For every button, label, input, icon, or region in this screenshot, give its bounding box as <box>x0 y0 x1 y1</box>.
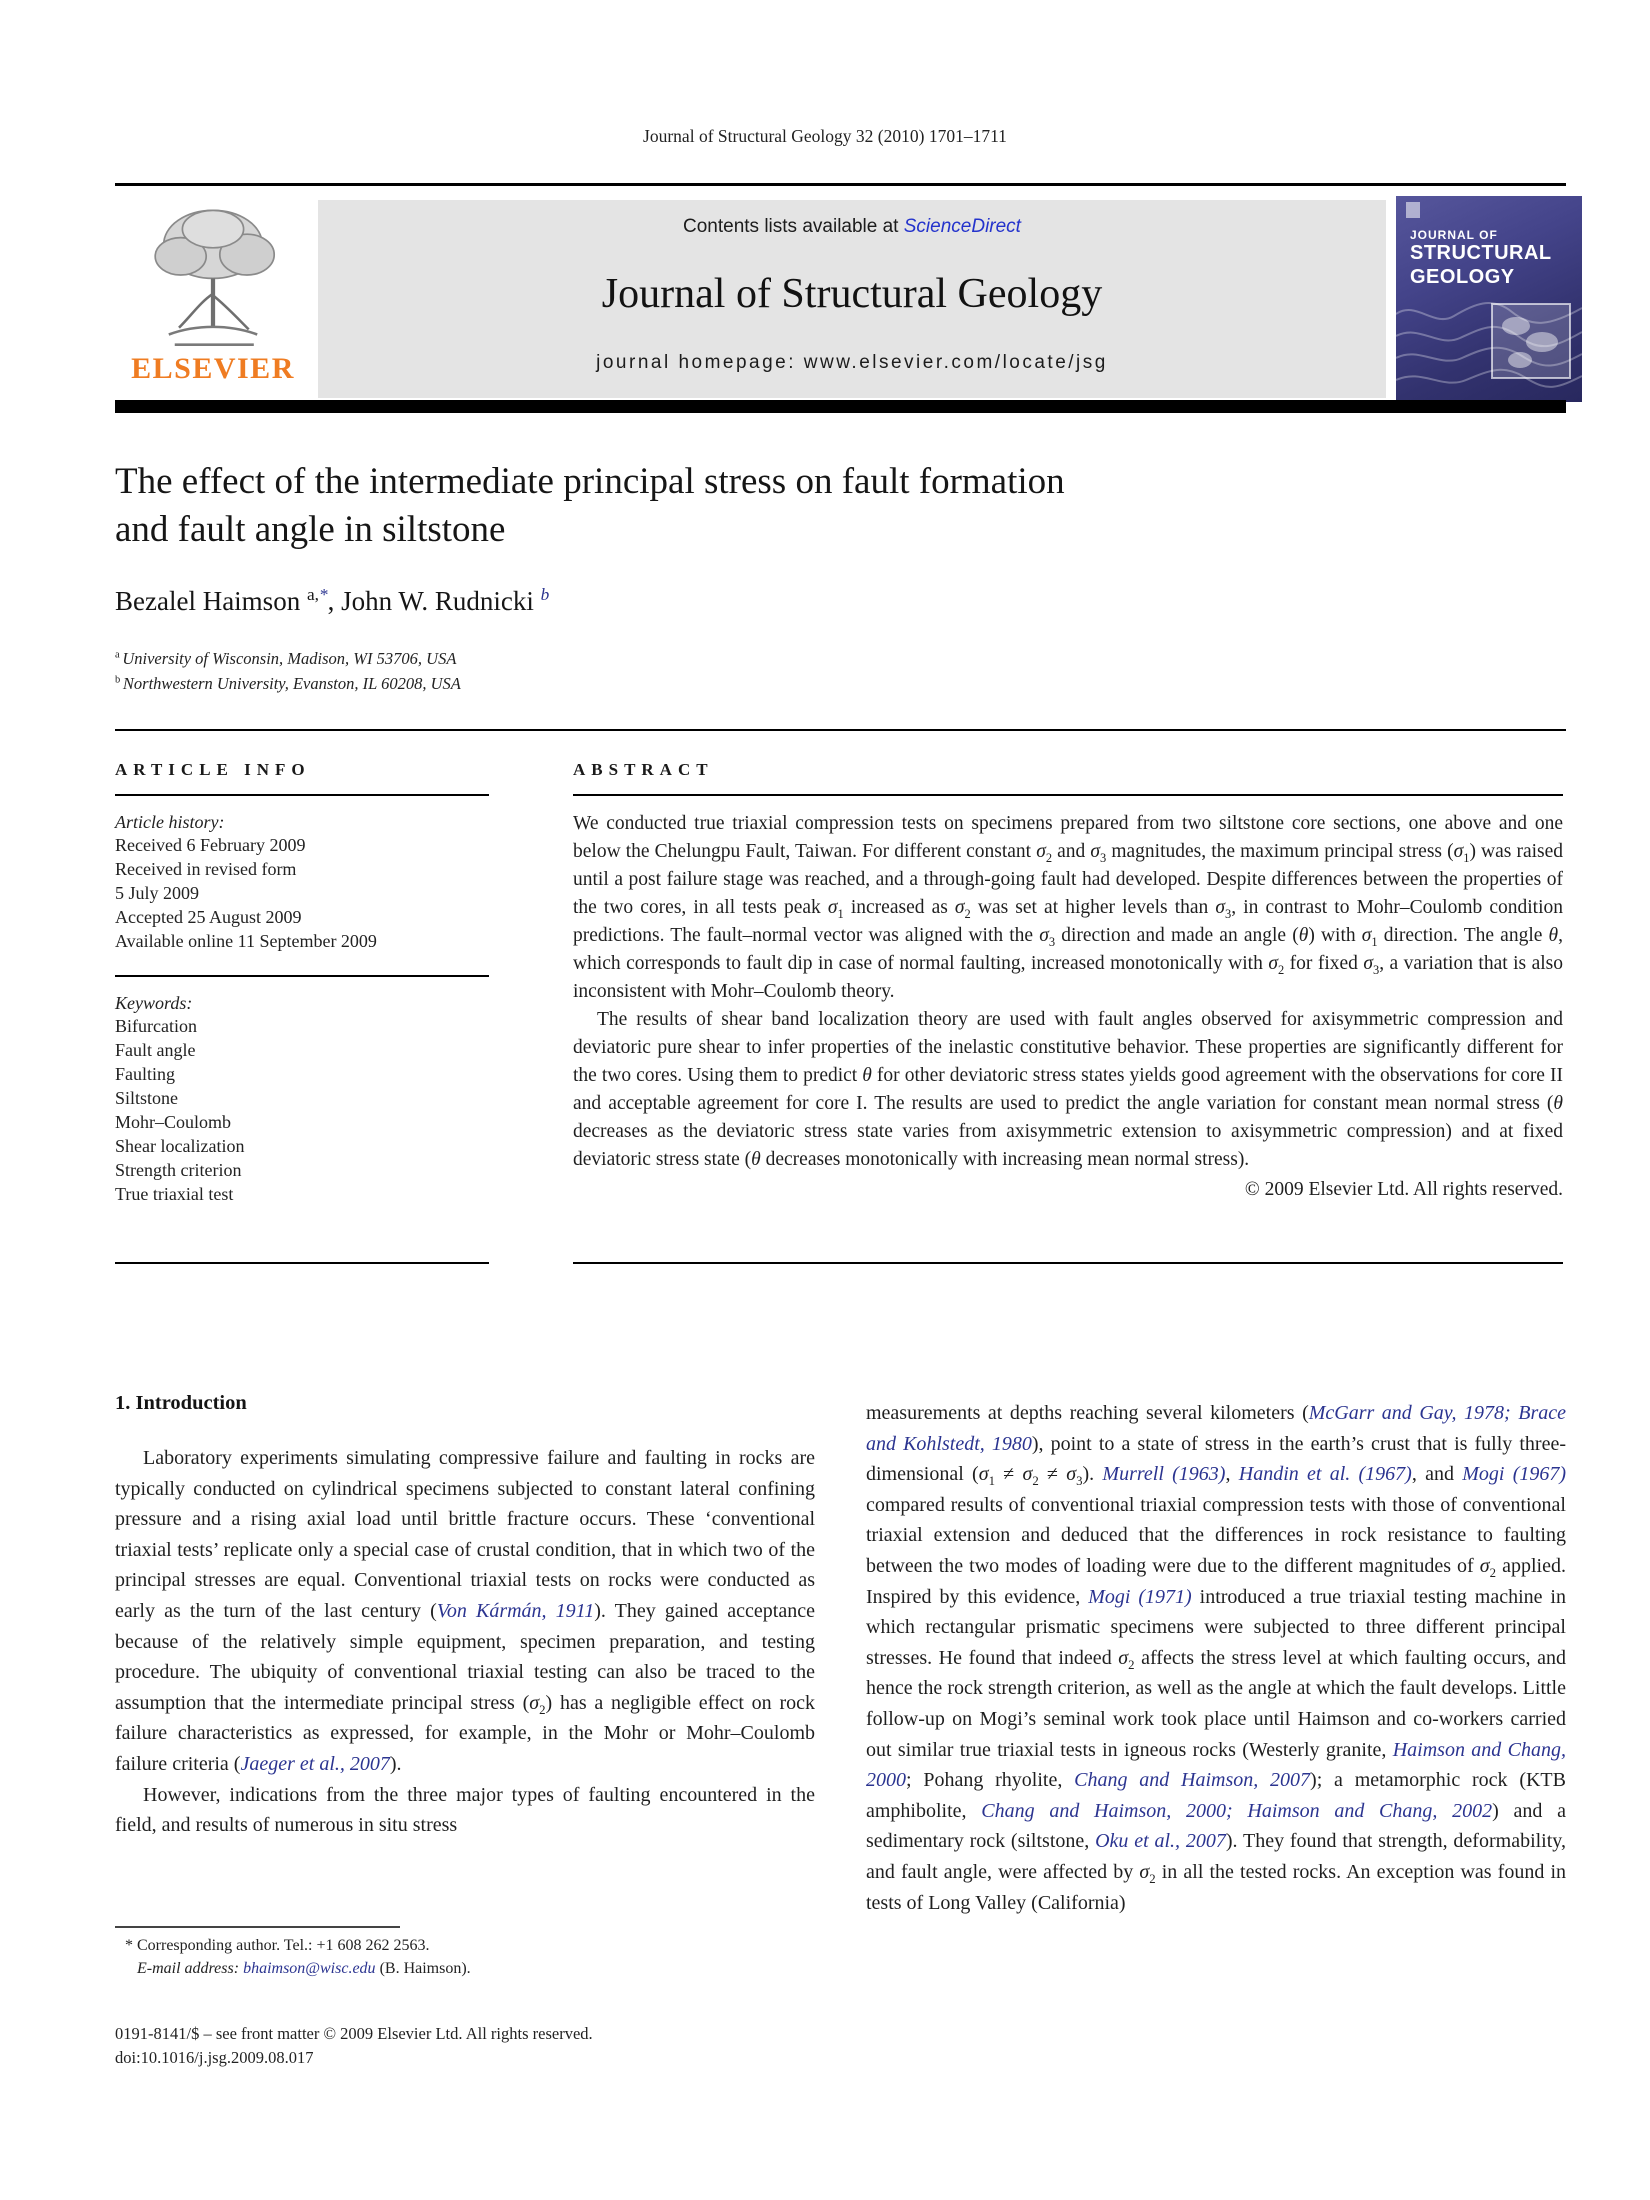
text-run: σ <box>978 1463 989 1486</box>
citation-link[interactable]: Chang and Haimson, 2000; Haimson and Chang, 2002 <box>981 1799 1493 1822</box>
list-item: Available online 11 September 2009 <box>115 931 377 951</box>
text-run: and <box>1052 841 1091 862</box>
text-run: ). <box>389 1752 402 1775</box>
text-run: ≠ <box>994 1463 1023 1486</box>
list-item: Siltstone <box>115 1088 179 1108</box>
text-run: σ <box>1453 841 1464 862</box>
text-run: σ <box>1215 897 1226 918</box>
elsevier-logo[interactable] <box>115 200 311 398</box>
text-run: b <box>115 674 123 686</box>
text-run: However, indications from the three major types of faulting encountered in the field, and results of numerous in situ stress <box>115 1783 815 1837</box>
citation-link[interactable]: Jaeger et al., 2007 <box>240 1752 390 1775</box>
abstract-paragraph-1 <box>573 810 1563 1006</box>
text-run: , which corresponds to fault dip in case of normal faulting, increased monotonically with <box>573 925 1563 974</box>
text-run: 3 <box>1372 962 1380 977</box>
text-run: ) was raised until a post failure stage was reached, and a through-going fault had developed. Despite differences between the properties of the two cores, in all tests peak <box>573 841 1564 918</box>
footnote-block <box>115 1926 815 1980</box>
citation-link[interactable]: Mogi (1971) <box>1088 1585 1192 1608</box>
citation-link[interactable]: Murrell (1963) <box>1102 1463 1226 1486</box>
text-run: compared results of conventional triaxial compression tests with those of conventional triaxial extension and deduced that the differences in rock resistance to faulting between the two modes of loading were due to the different magnitudes of <box>866 1493 1566 1577</box>
text-run: 1 <box>837 906 844 921</box>
list-item: 5 July 2009 <box>115 883 200 903</box>
text-run: We conducted true triaxial compression tests on specimens prepared from two siltstone core sections, one above and one below the Chelungpu Fault, Taiwan. For different constant <box>573 813 1563 862</box>
affiliations <box>115 646 1315 696</box>
corresponding-author-note: * Corresponding author. Tel.: +1 608 262 2563. <box>125 1936 430 1954</box>
affiliation-a <box>115 646 1315 671</box>
text-run: ) with <box>1308 925 1362 946</box>
list-item: Faulting <box>115 1064 176 1084</box>
text-run: ; Pohang rhyolite, <box>906 1769 1075 1792</box>
journal-banner <box>318 200 1386 398</box>
text-run: introduced a true triaxial testing machine in which rectangular prismatic specimens were subjected to three different principal stresses. He found that indeed <box>866 1585 1566 1669</box>
text-run: θ <box>1548 925 1559 946</box>
footnote-rule <box>115 1926 400 1928</box>
contents-lists-line <box>318 216 1386 238</box>
text-run: , <box>1225 1463 1239 1486</box>
list-item: Shear localization <box>115 1136 245 1156</box>
text-run: σ <box>1066 1463 1077 1486</box>
text-run: measurements at depths reaching several kilometers ( <box>866 1402 1309 1424</box>
intro-paragraph-2-continued <box>866 1398 1566 1918</box>
text-run: σ <box>1361 925 1372 946</box>
doi-line: doi:10.1016/j.jsg.2009.08.017 <box>115 2048 314 2067</box>
imprint-block <box>115 2022 1015 2070</box>
text-run: direction. The angle <box>1377 925 1549 946</box>
text-run: 3 <box>1076 1474 1083 1489</box>
text-run: 2 <box>1149 1871 1156 1886</box>
text-run: University of Wisconsin, Madison, WI 53706, USA <box>122 649 457 668</box>
text-run: 2 <box>1489 1565 1497 1580</box>
email-address-line <box>115 1957 815 1980</box>
article-info-separator-rule <box>115 975 489 977</box>
text-run: σ <box>529 1691 540 1714</box>
elsevier-tree-icon <box>128 200 298 350</box>
text-run: σ <box>1268 953 1278 974</box>
journal-cover-thumbnail[interactable] <box>1396 196 1582 402</box>
list-item: Bifurcation <box>115 1016 197 1036</box>
text-run: magnitudes, the maximum principal stress ( <box>1106 841 1454 862</box>
list-item: Strength criterion <box>115 1160 242 1180</box>
abstract-heading: ABSTRACT <box>573 760 714 779</box>
citation-link[interactable]: * <box>318 585 328 604</box>
citation-link[interactable]: bhaimson@wisc.edu <box>243 1959 376 1977</box>
citation-link[interactable]: b <box>540 585 550 604</box>
author-line <box>115 586 1315 617</box>
text-run: decreases as the deviatoric stress state varies from axisymmetric extension to axisymmetric compression) and at fixed deviatoric stress state ( <box>573 1121 1563 1170</box>
section-heading-introduction: 1. Introduction <box>115 1392 247 1414</box>
cover-texture <box>1396 196 1582 402</box>
text-run: σ <box>1039 925 1049 946</box>
text-run: θ <box>862 1065 872 1086</box>
article-info-heading-rule <box>115 794 489 796</box>
article-title-line2: and fault angle in siltstone <box>115 509 506 550</box>
text-run: a, <box>306 585 319 604</box>
text-run: σ <box>1022 1463 1033 1486</box>
article-title <box>115 458 1455 554</box>
keywords-label: Keywords: <box>115 993 193 1013</box>
abstract-column <box>573 760 1563 1204</box>
text-run: ). <box>1082 1463 1103 1486</box>
text-run: 1 <box>988 1474 995 1489</box>
cover-title-line3: GEOLOGY <box>1410 266 1515 288</box>
keywords-list <box>115 1014 489 1206</box>
cover-title-line1: JOURNAL OF <box>1410 228 1498 242</box>
text-run: ), point to a state of stress in the earth’s crust that is fully three-dimensional ( <box>866 1432 1567 1486</box>
journal-title: Journal of Structural Geology <box>601 271 1103 317</box>
text-run: was set at higher levels than <box>970 897 1216 918</box>
text-run: Northwestern University, Evanston, IL 60208, USA <box>122 674 461 693</box>
text-run: The results of shear band localization theory are used with fault angles observed for axisymmetric compression and deviatoric pure shear to infer properties of the inelastic constitutive behavior. These properties are significantly different for the two cores. Using them to predict <box>573 1009 1563 1086</box>
abstract-copyright: © 2009 Elsevier Ltd. All rights reserved. <box>1244 1179 1563 1200</box>
abstract-heading-rule <box>573 794 1563 796</box>
running-head-citation: Journal of Structural Geology 32 (2010) 1701–1711 <box>643 126 1007 146</box>
text-run: 2 <box>1128 1657 1135 1672</box>
cover-title-line2: STRUCTURAL <box>1410 242 1552 264</box>
text-run: σ <box>827 897 838 918</box>
citation-link[interactable]: Mogi (1967) <box>1462 1463 1567 1486</box>
citation-link[interactable]: McGarr and Gay, 1978; Brace and Kohlstedt, 1980 <box>866 1402 1566 1455</box>
text-run: σ <box>954 897 965 918</box>
text-run: , John W. Rudnicki <box>327 586 541 616</box>
text-run: for other deviatoric stress states yields good agreement with the observations for core II and acceptable agreement for core I. The results are used to predict the angle variation for constant mean normal stress ( <box>573 1065 1563 1114</box>
article-info-heading: ARTICLE INFO <box>115 760 311 779</box>
text-run: 1 <box>1371 934 1378 949</box>
text-run: σ <box>1036 841 1046 862</box>
list-item: Received 6 February 2009 <box>115 835 306 855</box>
text-run: increased as <box>843 897 955 918</box>
list-item: Accepted 25 August 2009 <box>115 907 302 927</box>
text-run: decreases monotonically with increasing mean normal stress). <box>760 1149 1250 1170</box>
article-history-label: Article history: <box>115 812 225 832</box>
journal-homepage-link[interactable]: journal homepage: www.elsevier.com/locate/jsg <box>596 352 1108 373</box>
text-run: Contents lists available at <box>683 216 904 237</box>
text-run: ≠ <box>1038 1463 1067 1486</box>
header-divider-bar <box>115 400 1566 413</box>
citation-link[interactable]: Von Kármán, 1911 <box>436 1599 595 1622</box>
text-run: 2 <box>1277 962 1285 977</box>
text-run: ); a metamorphic rock (KTB amphibolite, <box>866 1769 1566 1822</box>
issn-copyright-line: 0191-8141/$ – see front matter © 2009 Elsevier Ltd. All rights reserved. <box>115 2024 593 2043</box>
text-run: affects the stress level at which faulting occurs, and hence the rock strength criterion, as well as the angle at which the fault develops. Little follow-up on Mogi’s seminal work took place until Haimson and co-workers carried out similar true triaxial tests in igneous rocks (Westerly granite, <box>866 1646 1566 1761</box>
text-run: ). They gained acceptance because of the relatively simple equipment, specimen preparation, and testing procedure. The ubiquity of conventional triaxial testing can also be traced to the assumption that the intermediate principal stress ( <box>115 1599 815 1714</box>
text-run: 2 <box>539 1702 546 1717</box>
intro-paragraph-2 <box>115 1780 815 1841</box>
abstract-paragraph-2 <box>573 1006 1563 1174</box>
text-run: 2 <box>964 906 971 921</box>
text-run: σ <box>1479 1554 1490 1577</box>
citation-link[interactable]: Handin et al. (1967) <box>1238 1463 1412 1486</box>
article-title-line1: The effect of the intermediate principal stress on fault formation <box>115 461 1065 502</box>
body-right-column <box>866 1398 1566 1918</box>
text-run: ) has a negligible effect on rock failure characteristics as expressed, for example, in the Mohr or Mohr–Coulomb failure criteria ( <box>115 1691 815 1775</box>
text-run: 3 <box>1225 906 1232 921</box>
body-left-column <box>115 1392 815 1841</box>
text-run: applied. Inspired by this evidence, <box>866 1554 1566 1608</box>
inline-link[interactable]: ScienceDirect <box>903 216 1021 237</box>
text-run: θ <box>751 1149 761 1170</box>
text-run: in all the tested rocks. An exception was found in tests of Long Valley (California) <box>866 1860 1567 1914</box>
list-item: True triaxial test <box>115 1184 234 1204</box>
list-item: Fault angle <box>115 1040 196 1060</box>
citation-link[interactable]: Haimson and Chang, 2000 <box>866 1738 1566 1792</box>
citation-link[interactable]: Oku et al., 2007 <box>1095 1830 1226 1853</box>
text-run: , and <box>1411 1463 1463 1486</box>
text-run: σ <box>1118 1646 1129 1669</box>
text-run: (B. Haimson). <box>375 1959 471 1977</box>
text-run: σ <box>1139 1860 1150 1883</box>
text-run: , in contrast to Mohr–Coulomb condition predictions. The fault–normal vector was aligned with the <box>573 897 1563 946</box>
text-run: σ <box>1090 841 1101 862</box>
text-run: 2 <box>1032 1474 1039 1489</box>
article-info-bottom-rule <box>115 1262 489 1264</box>
text-run: a <box>115 649 123 661</box>
text-run: E-mail address: <box>137 1959 244 1977</box>
article-history-list <box>115 833 489 953</box>
citation-link[interactable]: Chang and Haimson, 2007 <box>1074 1769 1311 1792</box>
text-run: σ <box>1363 953 1373 974</box>
elsevier-wordmark: ELSEVIER <box>131 352 295 385</box>
text-run: θ <box>1553 1093 1563 1114</box>
abstract-bottom-rule <box>573 1262 1563 1264</box>
list-item: Received in revised form <box>115 859 297 879</box>
article-info-column <box>115 760 489 1206</box>
text-run: 3 <box>1100 850 1107 865</box>
text-run: 3 <box>1048 934 1056 949</box>
text-run: , a variation that is also inconsistent with Mohr–Coulomb theory. <box>573 953 1563 1002</box>
text-run: ). They found that strength, deformability, and fault angle, were affected by <box>866 1830 1566 1883</box>
affiliation-b <box>115 671 1315 696</box>
text-run: Bezalel Haimson <box>115 586 307 616</box>
text-run: Laboratory experiments simulating compressive failure and faulting in rocks are typically conducted on cylindrical specimens subjected to constant lateral confining pressure and a rising axial load until brittle fracture occurs. These ‘conventional triaxial tests’ replicate only a special case of crustal condition, that in which two of the principal stresses are equal. Conventional triaxial tests on rocks were conducted as early as the turn of the last century ( <box>115 1447 815 1622</box>
intro-paragraph-1 <box>115 1443 815 1780</box>
list-item: Mohr–Coulomb <box>115 1112 232 1132</box>
top-rule <box>115 183 1566 186</box>
title-block-rule <box>115 729 1566 731</box>
text-run: ) and a sedimentary rock (siltstone, <box>866 1799 1566 1853</box>
text-run: θ <box>1298 925 1309 946</box>
text-run: direction and made an angle ( <box>1055 925 1299 946</box>
text-run: 2 <box>1045 850 1053 865</box>
text-run: 1 <box>1463 850 1470 865</box>
text-run: for fixed <box>1284 953 1364 974</box>
